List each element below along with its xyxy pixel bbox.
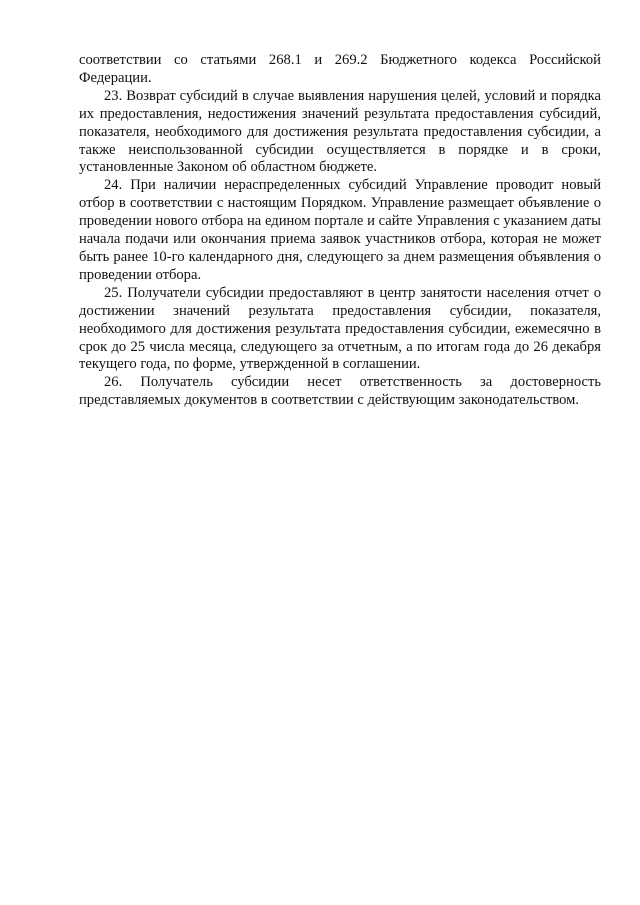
paragraph-23: 23. Возврат субсидий в случае выявления нарушения целей, условий и порядка их предоставления, недостижения значений результата предоставления субсидий, показателя, необходимого для достижения результата предоставления субсидии, а также неиспользованной субсидии осуществляется в порядке и в сроки, установленные Законом об областном бюджете. <box>79 87 601 176</box>
document-page <box>79 52 601 410</box>
paragraph-24: 24. При наличии нераспределенных субсидий Управление проводит новый отбор в соответствии с настоящим Порядком. Управление размещает объявление о проведении нового отбора на едином портале и сайте Управления с указанием даты начала подачи или окончания приема заявок участников отбора, которая не может быть ранее 10-го календарного дня, следующего за днем размещения объявления о проведении отбора. <box>79 177 601 283</box>
paragraph-continuation: соответствии со статьями 268.1 и 269.2 Бюджетного кодекса Российской Федерации. <box>79 52 601 86</box>
paragraph-26: 26. Получатель субсидии несет ответственность за достоверность представляемых документов в соответствии с действующим законодательством. <box>79 374 601 409</box>
paragraph-25: 25. Получатели субсидии предоставляют в центр занятости населения отчет о достижении значений результата предоставления субсидии, показателя, необходимого для достижения результата предоставления субсидии, ежемесячно в срок до 25 числа месяца, следующего за отчетным, а по итогам года до 26 декабря текущего года, по форме, утвержденной в соглашении. <box>79 284 601 373</box>
